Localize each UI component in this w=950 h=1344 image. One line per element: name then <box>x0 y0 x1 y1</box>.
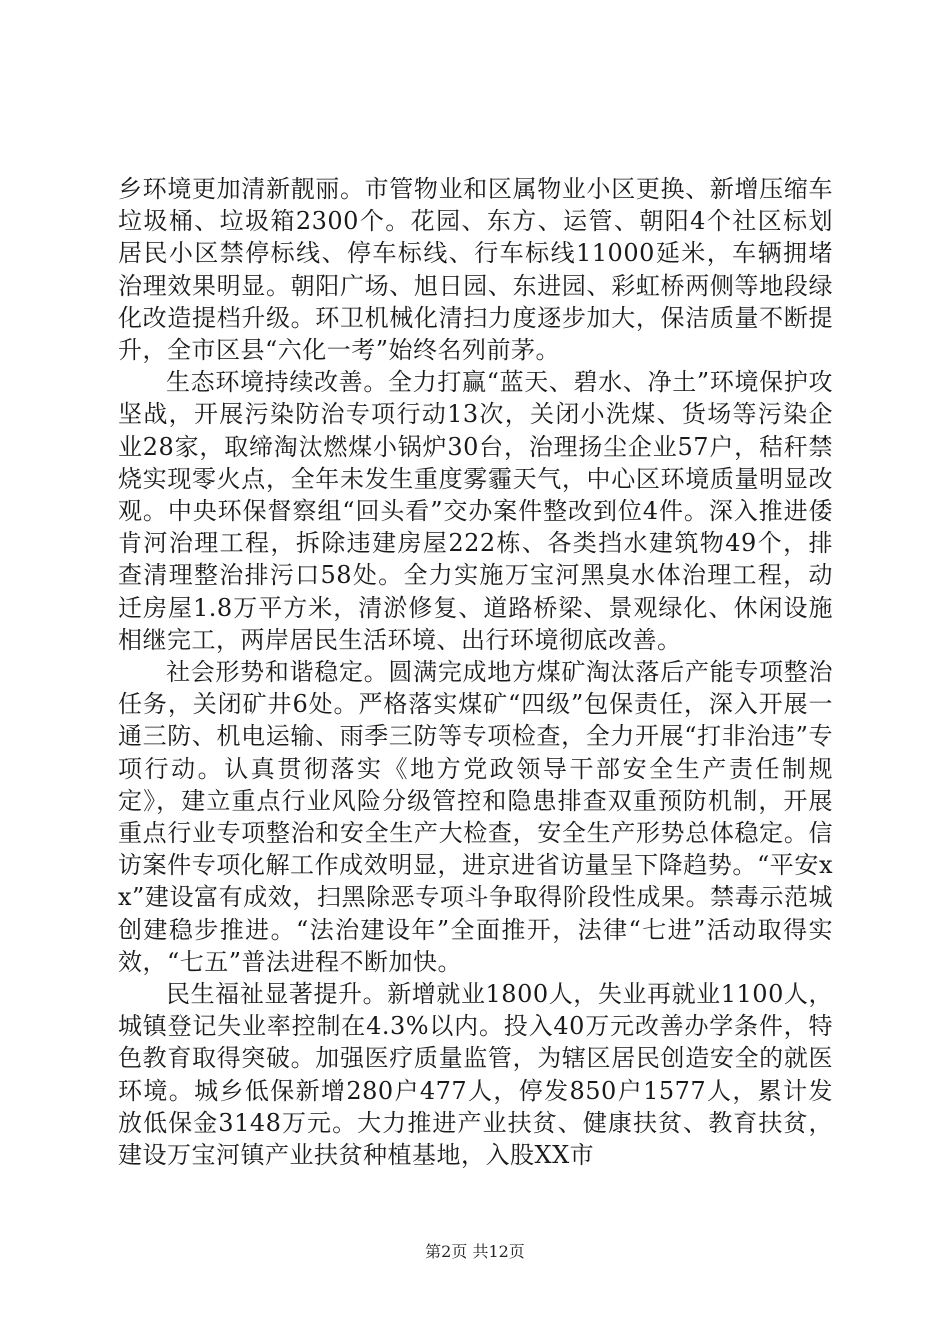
page-number-label: 第2页 共12页 <box>425 1242 525 1261</box>
paragraph-livelihood: 民生福祉显著提升。新增就业1800人，失业再就业1100人，城镇登记失业率控制在4.3%以内。投入40万元改善办学条件，特色教育取得突破。加强医疗质量监管，为辖区居民创造安全的就医环境。城乡低保新增280户477人，停发850户1577人，累计发放低保金3148万元。大力推进产业扶贫、健康扶贫、教育扶贫，建设万宝河镇产业扶贫种植基地，入股XX市 <box>118 980 833 1170</box>
paragraph-social-stability: 社会形势和谐稳定。圆满完成地方煤矿淘汰落后产能专项整治任务，关闭矿井6处。严格落实煤矿“四级”包保责任，深入开展一通三防、机电运输、雨季三防等专项检查，全力开展“打非治违”专项行动。认真贯彻落实《地方党政领导干部安全生产责任制规定》，建立重点行业风险分级管控和隐患排查双重预防机制，开展重点行业专项整治和安全生产大检查，安全生产形势总体稳定。信访案件专项化解工作成效明显，进京进省访量呈下降趋势。“平安xx”建设富有成效，扫黑除恶专项斗争取得阶段性成果。禁毒示范城创建稳步推进。“法治建设年”全面推开，法律“七进”活动取得实效，“七五”普法进程不断加快。 <box>118 658 833 976</box>
paragraph-ecology: 生态环境持续改善。全力打赢“蓝天、碧水、净土”环境保护攻坚战，开展污染防治专项行动13次，关闭小洗煤、货场等污染企业28家，取缔淘汰燃煤小锅炉30台，治理扬尘企业57户，秸秆禁烧实现零火点，全年未发生重度雾霾天气，中心区环境质量明显改观。中央环保督察组“回头看”交办案件整改到位4件。深入推进倭肯河治理工程，拆除违建房屋222栋、各类挡水建筑物49个，排查清理整治排污口58处。全力实施万宝河黑臭水体治理工程，动迁房屋1.8万平方米，清淤修复、道路桥梁、景观绿化、休闲设施相继完工，两岸居民生活环境、出行环境彻底改善。 <box>118 368 833 654</box>
page-footer <box>0 1242 950 1262</box>
paragraph-continuation: 乡环境更加清新靓丽。市管物业和区属物业小区更换、新增压缩车垃圾桶、垃圾箱2300个。花园、东方、运管、朝阳4个社区标划居民小区禁停标线、停车标线、行车标线11000延米，车辆拥堵治理效果明显。朝阳广场、旭日园、东进园、彩虹桥两侧等地段绿化改造提档升级。环卫机械化清扫力度逐步加大，保洁质量不断提升，全市区县“六化一考”始终名列前茅。 <box>118 175 833 365</box>
document-body <box>118 173 833 1171</box>
